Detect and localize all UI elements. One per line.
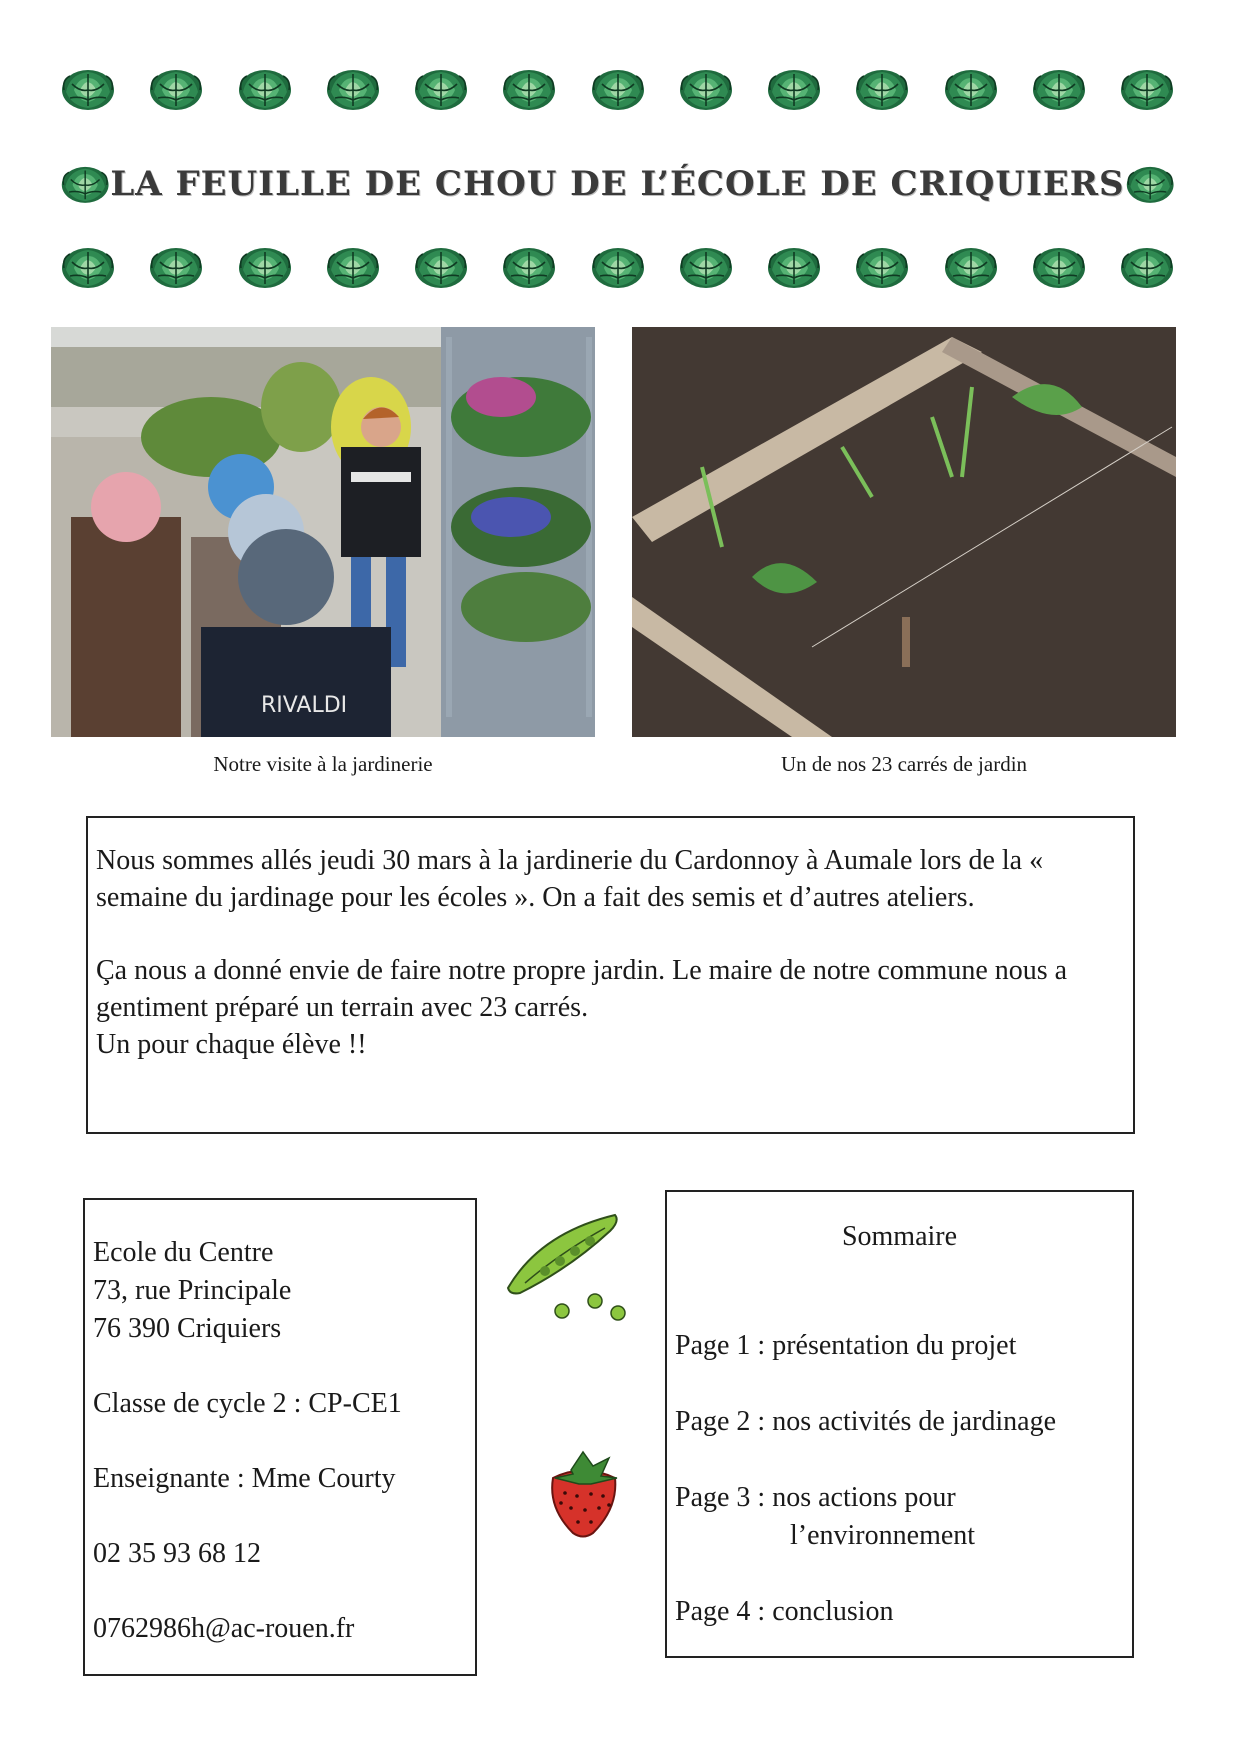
cabbage-icon <box>501 244 557 290</box>
cabbage-icon <box>413 244 469 290</box>
cabbage-icon <box>325 244 381 290</box>
left-photo-caption: Notre visite à la jardinerie <box>213 752 433 776</box>
summary-item-page-4: Page 4 : conclusion <box>675 1596 894 1627</box>
cabbage-icon <box>1119 66 1175 112</box>
summary-item-page-2: Page 2 : nos activités de jardinage <box>675 1406 1056 1437</box>
intro-box <box>86 816 1135 1134</box>
garden-centre-photo <box>51 327 595 737</box>
svg-text:RIVALDI: RIVALDI <box>261 693 348 718</box>
intro-paragraph-2 <box>96 952 1125 1063</box>
cabbage-icon <box>1125 161 1175 207</box>
cabbage-icon <box>148 66 204 112</box>
cabbage-icon <box>1031 66 1087 112</box>
cabbage-icon <box>237 244 293 290</box>
class-info: Classe de cycle 2 : CP-CE1 <box>93 1388 402 1419</box>
right-photo-caption: Un de nos 23 carrés de jardin <box>780 752 1028 776</box>
school-street: 73, rue Principale <box>93 1275 292 1306</box>
cabbage-icon <box>60 66 116 112</box>
cabbage-icon <box>413 66 469 112</box>
cabbage-icon <box>1119 244 1175 290</box>
summary-item-page-3-continued: l’environnement <box>790 1520 976 1551</box>
cabbage-icon <box>325 66 381 112</box>
cabbage-icon <box>943 244 999 290</box>
pea-pod-icon <box>500 1213 635 1328</box>
page-title: LA FEUILLE DE CHOU DE L’ÉCOLE DE CRIQUIERS <box>110 164 1125 204</box>
cabbage-icon <box>766 66 822 112</box>
school-city: 76 390 Criquiers <box>93 1313 282 1344</box>
cabbage-icon <box>590 66 646 112</box>
garden-plot-photo <box>632 327 1176 737</box>
summary-title: Sommaire <box>841 1221 958 1252</box>
strawberry-icon <box>543 1448 625 1540</box>
email-address: 0762986h@ac-rouen.fr <box>93 1613 355 1644</box>
cabbage-icon <box>678 244 734 290</box>
cabbage-icon <box>943 66 999 112</box>
cabbage-border-top <box>60 63 1175 115</box>
intro-paragraph-2-last-line: Un pour chaque élève !! <box>96 1029 367 1060</box>
cabbage-icon <box>1031 244 1087 290</box>
summary-item-page-1: Page 1 : présentation du projet <box>675 1330 1017 1361</box>
teacher-info: Enseignante : Mme Courty <box>93 1463 396 1494</box>
intro-paragraph-2-text: Ça nous a donné envie de faire notre propre jardin. Le maire de notre commune nous a gentiment préparé un terrain avec 23 carrés. <box>96 955 1068 1023</box>
cabbage-icon <box>678 66 734 112</box>
cabbage-icon <box>60 161 110 207</box>
title-row <box>60 152 1175 216</box>
school-address-box <box>83 1198 477 1676</box>
cabbage-icon <box>148 244 204 290</box>
cabbage-icon <box>501 66 557 112</box>
cabbage-icon <box>590 244 646 290</box>
intro-paragraph-1: Nous sommes allés jeudi 30 mars à la jardinerie du Cardonnoy à Aumale lors de la « semaine du jardinage pour les écoles ». On a fait des semis et d’autres ateliers. <box>96 845 1044 913</box>
cabbage-icon <box>854 244 910 290</box>
cabbage-icon <box>60 244 116 290</box>
summary-item-page-3: Page 3 : nos actions pour <box>675 1482 956 1513</box>
cabbage-icon <box>766 244 822 290</box>
cabbage-icon <box>237 66 293 112</box>
table-of-contents-box <box>665 1190 1134 1658</box>
school-name: Ecole du Centre <box>93 1237 274 1268</box>
cabbage-border-bottom <box>60 241 1175 293</box>
phone-number: 02 35 93 68 12 <box>93 1538 261 1569</box>
cabbage-icon <box>854 66 910 112</box>
